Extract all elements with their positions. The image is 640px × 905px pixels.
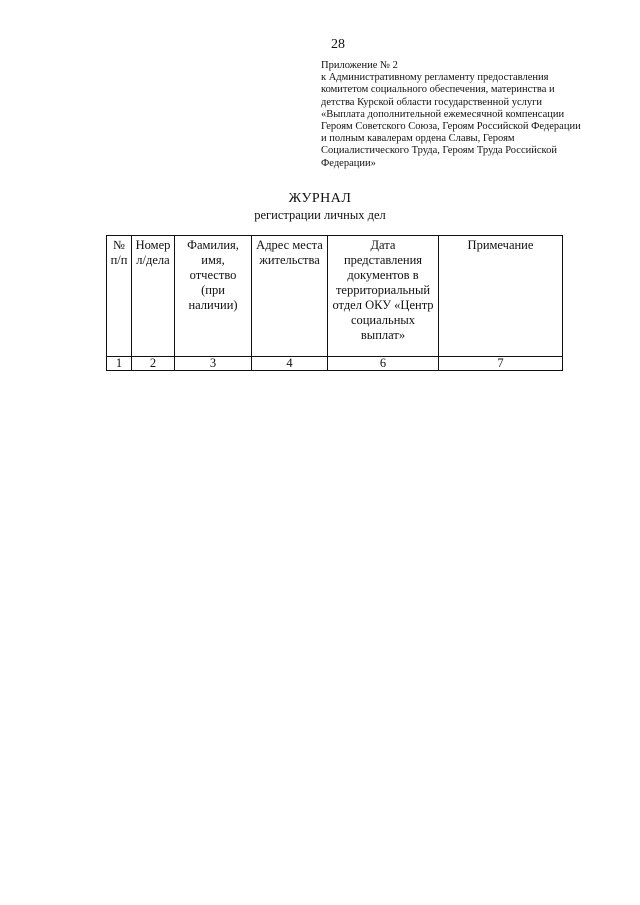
header-submission-date: Дата представления документов в территориальный отдел ОКУ «Центр социальных выплат» bbox=[328, 236, 439, 357]
appendix-title: Приложение № 2 bbox=[321, 60, 398, 71]
table-row bbox=[107, 357, 563, 371]
journal-title: ЖУРНАЛ bbox=[288, 191, 352, 206]
column-number-cell: 4 bbox=[252, 357, 328, 371]
column-number-cell: 2 bbox=[132, 357, 175, 371]
appendix-text: к Административному регламенту предоставления комитетом социального обеспечения, материнства и детства Курской области государственной услуги «Выплата дополнительной ежемесячной компенсации Героям Советского Союза, Героям Российской Федерации и полным кавалерам ордена Славы, Героям Социалистического Труда, Героям Труда Российской Федерации» bbox=[321, 72, 581, 169]
header-address: Адрес места жительства bbox=[252, 236, 328, 357]
column-number-cell: 7 bbox=[439, 357, 563, 371]
header-full-name: Фамилия, имя, отчество (при наличии) bbox=[175, 236, 252, 357]
header-case-number: Номер л/дела bbox=[132, 236, 175, 357]
registry-table bbox=[106, 235, 563, 371]
header-note: Примечание bbox=[439, 236, 563, 357]
journal-subtitle: регистрации личных дел bbox=[254, 208, 386, 222]
column-number-cell: 1 bbox=[107, 357, 132, 371]
appendix-block bbox=[321, 60, 581, 170]
header-number: № п/п bbox=[107, 236, 132, 357]
column-number-cell: 6 bbox=[328, 357, 439, 371]
table-header-row bbox=[107, 236, 563, 357]
column-number-cell: 3 bbox=[175, 357, 252, 371]
page-number: 28 bbox=[331, 37, 345, 52]
